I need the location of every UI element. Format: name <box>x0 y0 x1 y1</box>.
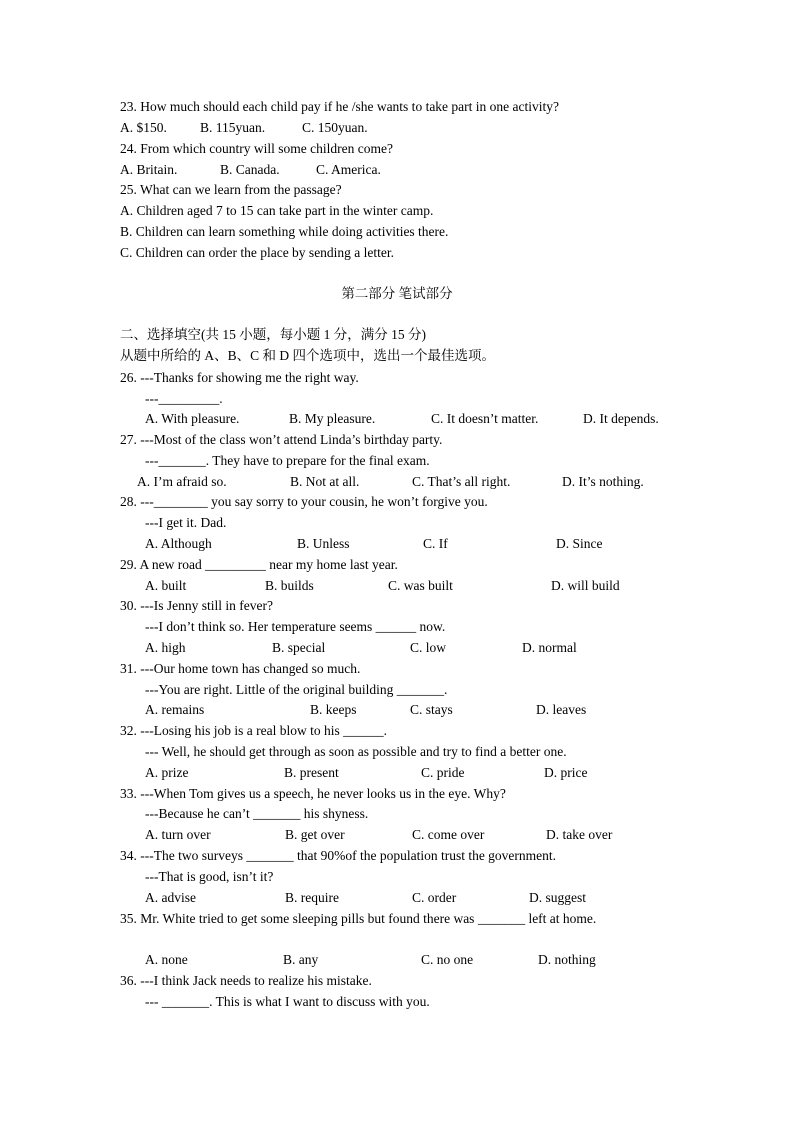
question-28: 28. ---________ you say sorry to your cousin, he won’t forgive you. <box>120 494 488 509</box>
q28-option-d: D. Since <box>556 536 603 551</box>
q30-response: ---I don’t think so. Her temperature seems ______ now. <box>145 619 446 634</box>
question-26: 26. ---Thanks for showing me the right way. <box>120 370 359 385</box>
q32-option-c: C. pride <box>421 765 465 780</box>
q34-option-c: C. order <box>412 890 457 905</box>
q27-response: ---_______. They have to prepare for the final exam. <box>145 453 430 468</box>
part-title: 第二部分 笔试部分 <box>341 286 453 301</box>
question-30: 30. ---Is Jenny still in fever? <box>120 598 273 613</box>
question-32: 32. ---Losing his job is a real blow to his ______. <box>120 723 387 738</box>
q31-response: ---You are right. Little of the original building _______. <box>145 682 448 697</box>
q28-option-b: B. Unless <box>297 536 350 551</box>
q30-option-d: D. normal <box>522 640 577 655</box>
q23-option-a: A. $150. <box>120 120 167 135</box>
q30-option-b: B. special <box>272 640 326 655</box>
question-29: 29. A new road _________ near my home last year. <box>120 557 398 572</box>
section-heading: 二、选择填空(共 15 小题，每小题 1 分，满分 15 分) <box>120 327 426 342</box>
q28-option-c: C. If <box>423 536 448 551</box>
q35-option-a: A. none <box>145 952 188 967</box>
question-36: 36. ---I think Jack needs to realize his mistake. <box>120 973 372 988</box>
q33-option-b: B. get over <box>285 827 345 842</box>
q31-option-d: D. leaves <box>536 702 587 717</box>
q35-option-c: C. no one <box>421 952 474 967</box>
q25-option-b: B. Children can learn something while doing activities there. <box>120 224 449 239</box>
q34-option-d: D. suggest <box>529 890 586 905</box>
q26-option-c: C. It doesn’t matter. <box>431 411 539 426</box>
question-27: 27. ---Most of the class won’t attend Linda’s birthday party. <box>120 432 443 447</box>
q29-option-c: C. was built <box>388 578 453 593</box>
q35-option-b: B. any <box>283 952 319 967</box>
q30-option-a: A. high <box>145 640 186 655</box>
q33-option-d: D. take over <box>546 827 613 842</box>
question-23: 23. How much should each child pay if he /she wants to take part in one activity? <box>120 99 560 114</box>
q31-option-b: B. keeps <box>310 702 357 717</box>
question-31: 31. ---Our home town has changed so much. <box>120 661 361 676</box>
q26-response: ---_________. <box>145 391 223 406</box>
q32-response: --- Well, he should get through as soon as possible and try to find a better one. <box>145 744 567 759</box>
question-24: 24. From which country will some children come? <box>120 141 393 156</box>
q27-option-c: C. That’s all right. <box>412 474 511 489</box>
q29-option-a: A. built <box>145 578 187 593</box>
q27-option-a: A. I’m afraid so. <box>137 474 227 489</box>
q26-option-d: D. It depends. <box>583 411 659 426</box>
q27-option-d: D. It’s nothing. <box>562 474 644 489</box>
q24-option-b: B. Canada. <box>220 162 280 177</box>
q25-option-c: C. Children can order the place by sending a letter. <box>120 245 395 260</box>
q24-option-c: C. America. <box>316 162 381 177</box>
section-instruction: 从题中所给的 A、B、C 和 D 四个选项中，选出一个最佳选项。 <box>120 348 496 363</box>
q34-option-a: A. advise <box>145 890 196 905</box>
q27-option-b: B. Not at all. <box>290 474 360 489</box>
q36-response: --- _______. This is what I want to discuss with you. <box>145 994 430 1009</box>
question-25: 25. What can we learn from the passage? <box>120 182 342 197</box>
q28-option-a: A. Although <box>145 536 212 551</box>
q29-option-d: D. will build <box>551 578 620 593</box>
q31-option-a: A. remains <box>145 702 205 717</box>
q26-option-a: A. With pleasure. <box>145 411 240 426</box>
q25-option-a: A. Children aged 7 to 15 can take part in the winter camp. <box>120 203 434 218</box>
q32-option-d: D. price <box>544 765 588 780</box>
q33-option-a: A. turn over <box>145 827 211 842</box>
q30-option-c: C. low <box>410 640 447 655</box>
q26-option-b: B. My pleasure. <box>289 411 376 426</box>
q33-option-c: C. come over <box>412 827 485 842</box>
q35-option-d: D. nothing <box>538 952 596 967</box>
q32-option-a: A. prize <box>145 765 189 780</box>
q23-option-c: C. 150yuan. <box>302 120 368 135</box>
question-35: 35. Mr. White tried to get some sleeping pills but found there was _______ left at home. <box>120 911 597 926</box>
q23-option-b: B. 115yuan. <box>200 120 266 135</box>
q32-option-b: B. present <box>284 765 339 780</box>
q34-option-b: B. require <box>285 890 339 905</box>
q29-option-b: B. builds <box>265 578 314 593</box>
q24-option-a: A. Britain. <box>120 162 178 177</box>
question-33: 33. ---When Tom gives us a speech, he never looks us in the eye. Why? <box>120 786 506 801</box>
q31-option-c: C. stays <box>410 702 453 717</box>
q28-response: ---I get it. Dad. <box>145 515 227 530</box>
q33-response: ---Because he can’t _______ his shyness. <box>145 806 369 821</box>
question-34: 34. ---The two surveys _______ that 90%of the population trust the government. <box>120 848 557 863</box>
q34-response: ---That is good, isn’t it? <box>145 869 274 884</box>
